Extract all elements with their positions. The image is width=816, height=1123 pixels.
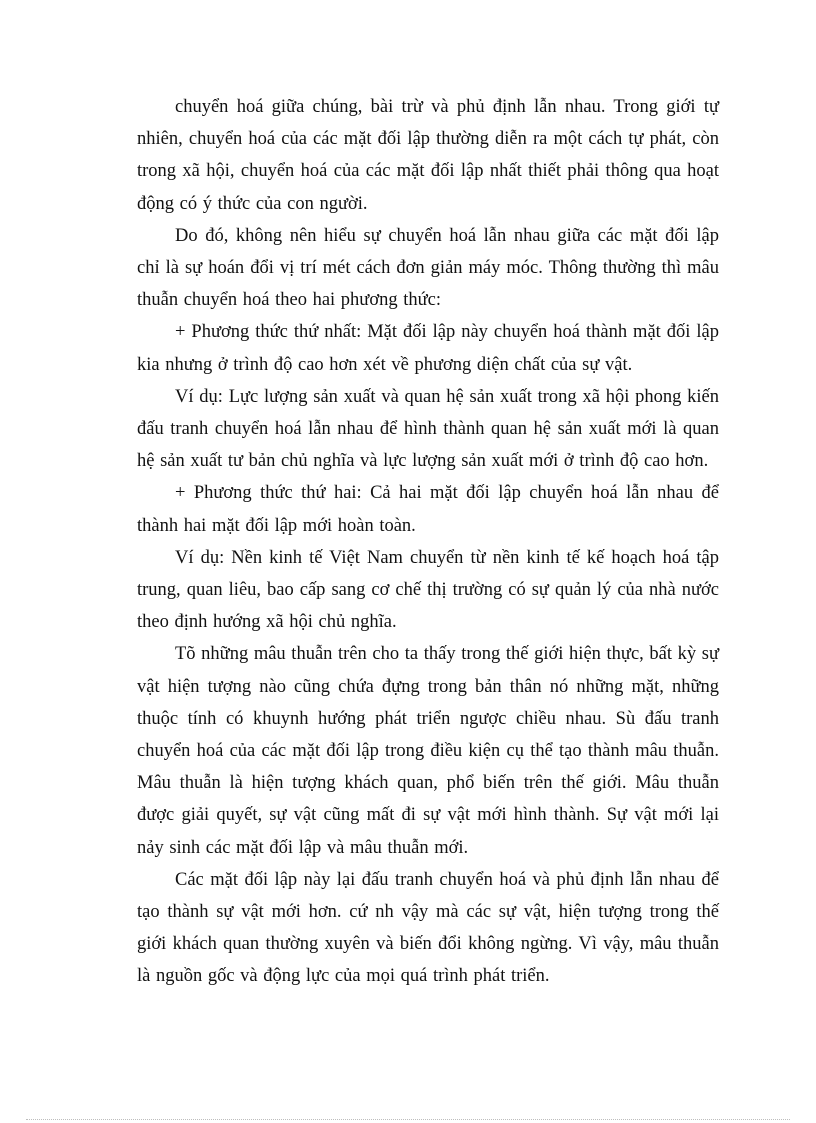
- paragraph-4: Ví dụ: Lực lượng sản xuất và quan hệ sản xuất trong xã hội phong kiến đấu tranh chuyển hoá lẫn nhau để hình thành quan hệ sản xuất mới là quan hệ sản xuất tư bản chủ nghĩa và lực lượng sản xuất mới ở trình độ cao hơn.: [137, 386, 719, 472]
- paragraph-5: + Phương thức thứ hai: Cả hai mặt đối lập chuyển hoá lẫn nhau để thành hai mặt đối lập mới hoàn toàn.: [137, 483, 719, 536]
- page-bottom-divider: [26, 1119, 790, 1120]
- paragraph-8: Các mặt đối lập này lại đấu tranh chuyển hoá và phủ định lẫn nhau để tạo thành sự vật mới hơn. cứ nh vậy mà các sự vật, hiện tượng trong thế giới khách quan thường xuyên và biến đổi không ngừng. Vì vậy, mâu thuẫn là nguồn gốc và động lực của mọi quá trình phát triển.: [137, 869, 719, 987]
- paragraph-3: + Phương thức thứ nhất: Mặt đối lập này chuyển hoá thành mặt đối lập kia nhưng ở trình độ cao hơn xét về phương diện chất của sự vật.: [137, 322, 719, 375]
- paragraph-2: Do đó, không nên hiểu sự chuyển hoá lẫn nhau giữa các mặt đối lập chỉ là sự hoán đổi vị trí mét cách đơn giản máy móc. Thông thường thì mâu thuẫn chuyển hoá theo hai phương thức:: [137, 225, 719, 311]
- body-text: [137, 91, 719, 993]
- paragraph-1: chuyển hoá giữa chúng, bài trừ và phủ định lẫn nhau. Trong giới tự nhiên, chuyển hoá của các mặt đối lập thường diễn ra một cách tự phát, còn trong xã hội, chuyển hoá của các mặt đối lập nhất thiết phải thông qua hoạt động có ý thức của con người.: [137, 97, 719, 214]
- paragraph-7: Tõ những mâu thuẫn trên cho ta thấy trong thế giới hiện thực, bất kỳ sự vật hiện tượng nào cũng chứa đựng trong bản thân nó những mặt, những thuộc tính có khuynh hướng phát triển ngược chiều nhau. Sù đấu tranh chuyển hoá của các mặt đối lập trong điều kiện cụ thể tạo thành mâu thuẫn. Mâu thuẫn là hiện tượng khách quan, phổ biến trên thế giới. Mâu thuẫn được giải quyết, sự vật cũng mất đi sự vật mới hình thành. Sự vật mới lại nảy sinh các mặt đối lập và mâu thuẫn mới.: [137, 644, 719, 858]
- paragraph-6: Ví dụ: Nền kinh tế Việt Nam chuyển từ nền kinh tế kế hoạch hoá tập trung, quan liêu, bao cấp sang cơ chế thị trường có sự quản lý của nhà nước theo định hướng xã hội chủ nghĩa.: [137, 547, 719, 633]
